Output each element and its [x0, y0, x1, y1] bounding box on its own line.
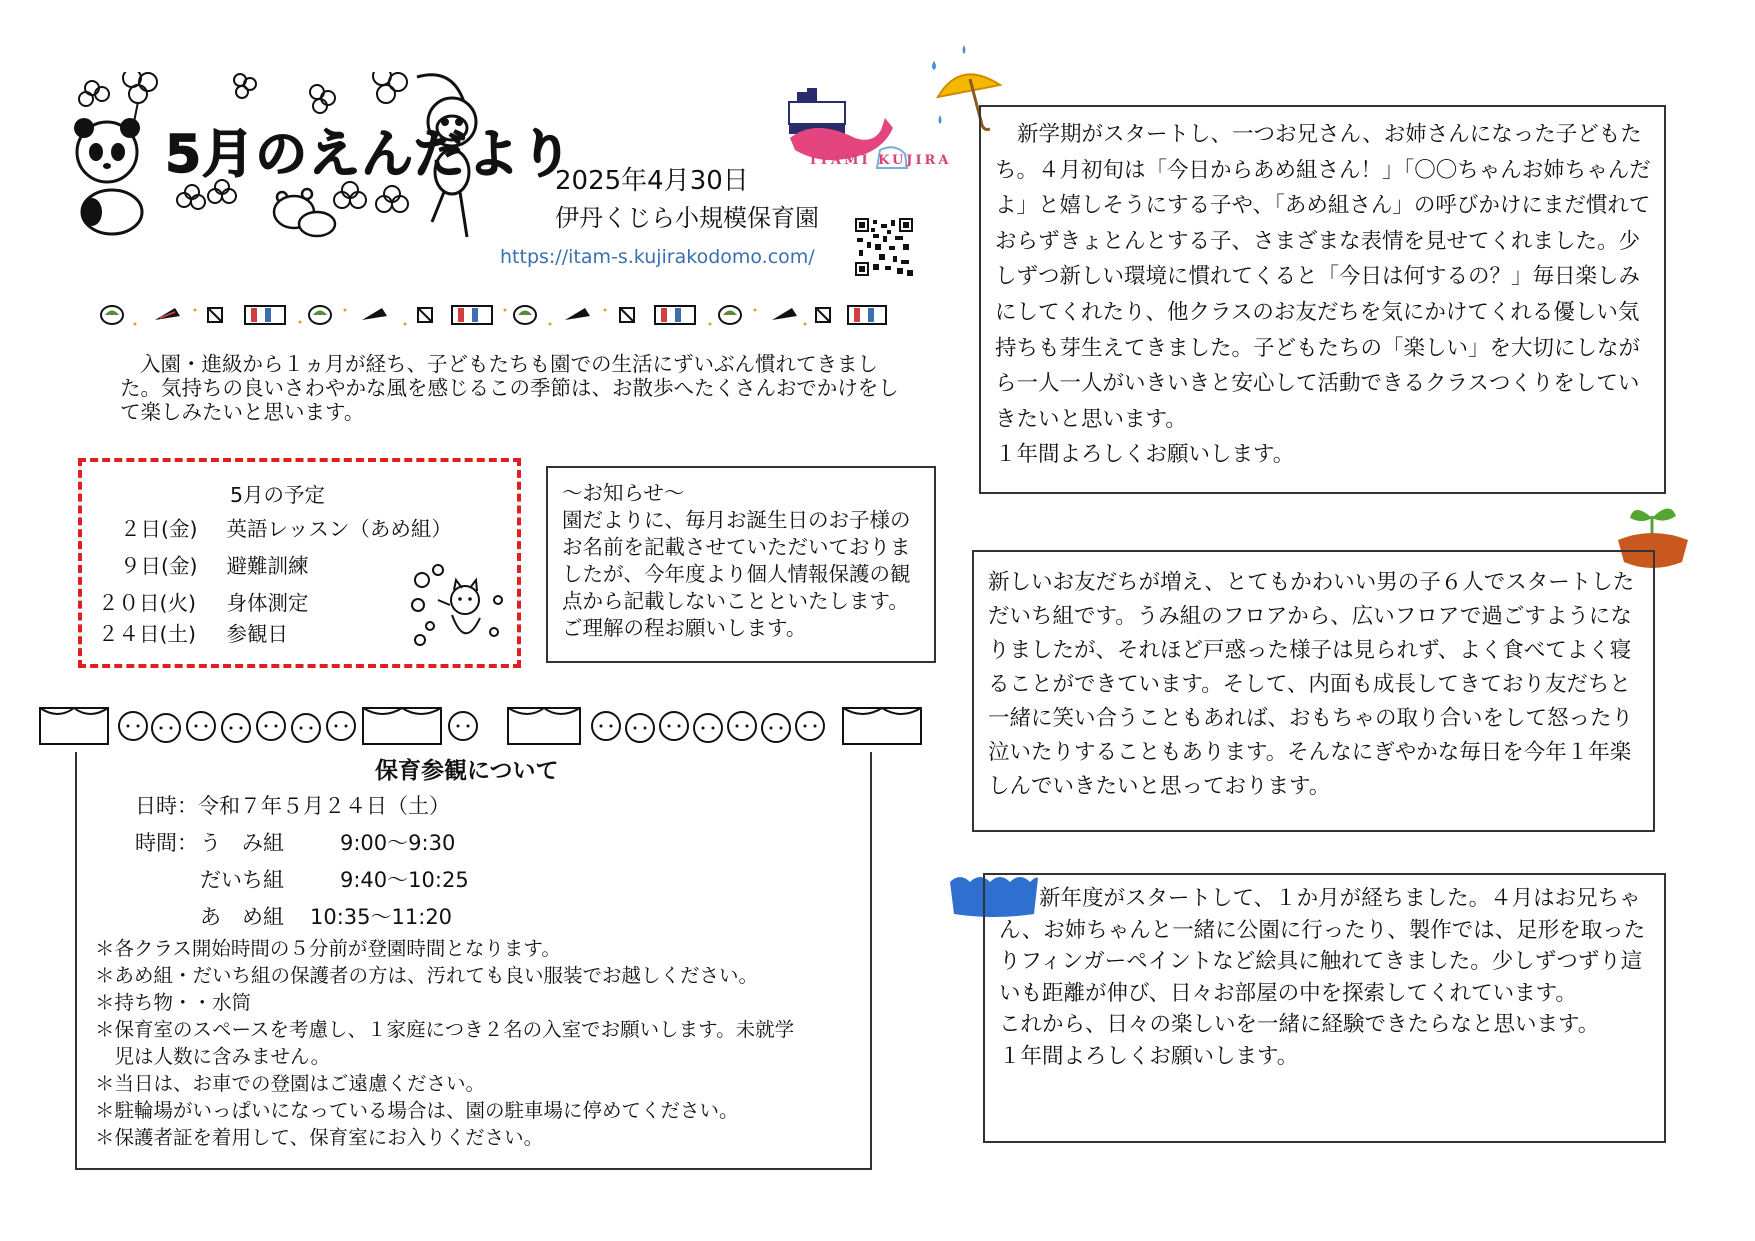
- website-link[interactable]: https://itam-s.kujirakodomo.com/: [500, 246, 815, 268]
- observation-note: 児は人数に含みません。: [95, 1045, 331, 1068]
- pinwheel-icon: [208, 308, 222, 322]
- observation-time-row: [200, 901, 452, 931]
- kabuto-icon: [719, 306, 741, 324]
- issue-date: 2025年4月30日: [555, 166, 749, 196]
- kabuto-icon: [309, 306, 331, 324]
- pinwheel-icon: [620, 308, 634, 322]
- class-name: だいち組: [200, 868, 284, 892]
- umi-closing: １年間よろしくお願いします。: [999, 1043, 1299, 1069]
- kabuto-icon: [101, 306, 123, 324]
- schedule-item: [120, 512, 452, 542]
- date-value: 令和７年５月２４日（土）: [198, 794, 450, 818]
- kabuto-icon: [514, 306, 536, 324]
- observation-note: ＊当日は、お車での登園はご遠慮ください。: [95, 1072, 486, 1095]
- schedule-item: [98, 586, 309, 616]
- observation-note: ＊保護者証を着用して、保育室にお入りください。: [95, 1126, 544, 1149]
- children-faces-border: [38, 700, 928, 750]
- observation-note: ＊各クラス開始時間の５分前が登園時間となります。: [95, 937, 561, 960]
- pinwheel-icon: [418, 308, 432, 322]
- notice-title: ～お知らせ～: [562, 481, 685, 505]
- cat-bubbles-icon: [410, 560, 505, 655]
- ame-class-message: [979, 105, 1666, 494]
- umi-paragraph-2: これから、日々の楽しいを一緒に経験できたらなと思います。: [999, 1012, 1600, 1037]
- observation-title: 保育参観について: [375, 758, 559, 784]
- class-time: 9:40～10:25: [340, 868, 469, 892]
- schedule-event: 避難訓練: [226, 554, 309, 578]
- observation-note: ＊あめ組・だいち組の保護者の方は、汚れても良い服装でお越しください。: [95, 964, 759, 987]
- observation-note: ＊保育室のスペースを考慮し、１家庭につき２名の入室でお願いします。未就学: [95, 1018, 795, 1041]
- carp-streamer-icon: [848, 306, 886, 324]
- kodomo-no-hi-border: [100, 300, 890, 330]
- observation-time-row: [200, 864, 469, 894]
- carp-streamer-icon: [155, 308, 180, 320]
- schedule-event: 英語レッスン（あめ組）: [226, 517, 452, 541]
- observation-time-row: [135, 827, 455, 857]
- class-name: あ め組: [200, 905, 284, 929]
- intro-paragraph: 入園・進級から１ヵ月が経ち、子どもたちも園での生活にずいぶん慣れてきました。気持ちの良いさわやかな風を感じるこの季節は、お散歩へたくさんおでかけをして楽しみたいと思います。: [120, 352, 899, 424]
- schedule-item: [98, 617, 288, 647]
- ame-paragraph: 新学期がスタートし、一つお兄さん、お姉さんになった子どもたち。４月初旬は「今日からあめ組さん！」「〇〇ちゃんお姉ちゃんだよ」と嬉しそうにする子や、「あめ組さん」の呼びかけにまだ慣れておらずきょとんとする子、さまざまな表情を見せてくれました。少しずつ新しい環境に慣れてくると「今日は何するの？」毎日楽しみにしてくれたり、他クラスのお友だちを気にかけてくれる優しい気持ちも芽生えてきました。子どもたちの「楽しい」を大切にしながら一人一人がいきいきと安心して活動できるクラスつくりをしていきたいと思います。: [995, 122, 1651, 432]
- schedule-event: 身体測定: [226, 591, 309, 615]
- schedule-date: ９日(金): [120, 554, 198, 578]
- qr-code-icon[interactable]: [855, 217, 913, 277]
- mouse-icon: [274, 189, 335, 236]
- daichi-class-message: [972, 550, 1655, 832]
- ame-closing: １年間よろしくお願いします。: [995, 442, 1295, 468]
- carp-streamer-icon: [362, 308, 387, 320]
- umi-paragraph: 新年度がスタートして、１か月が経ちました。４月はお兄ちゃん、お姉ちゃんと一緒に公園に行ったり、製作では、足形を取ったりフィンガーペイントなど絵具に触れてきました。少しずつずり這いも距離が伸び、日々お部屋の中を探索してくれています。: [999, 886, 1646, 1006]
- pinwheel-icon: [816, 308, 830, 322]
- logo-text: ITAMI KUJIRA: [810, 153, 952, 168]
- umi-class-message: [983, 873, 1666, 1143]
- newsletter-title: 5月のえんだより: [165, 125, 574, 185]
- carp-streamer-icon: [565, 308, 590, 320]
- schedule-title: 5月の予定: [230, 483, 326, 507]
- carp-streamer-icon: [655, 306, 695, 324]
- date-label: 日時：: [135, 794, 198, 818]
- carp-streamer-icon: [245, 306, 285, 324]
- whale-logo-icon: [785, 88, 910, 188]
- observation-note: ＊駐輪場がいっぱいになっている場合は、園の駐車場に停めてください。: [95, 1099, 739, 1122]
- schedule-date: ２４日(土): [98, 622, 196, 646]
- carp-streamer-icon: [772, 308, 797, 320]
- school-name: 伊丹くじら小規模保育園: [555, 204, 819, 232]
- class-time: 9:00～9:30: [340, 831, 456, 855]
- time-label: 時間：: [135, 831, 198, 855]
- daichi-paragraph: 新しいお友だちが増え、とてもかわいい男の子６人でスタートしただいち組です。うみ組のフロアから、広いフロアで過ごすようになりましたが、それほど戸惑った様子は見られず、よく食べてよく寝ることができています。そして、内面も成長してきており友だちと一緒に笑い合うこともあれば、おもちゃの取り合いをして怒ったり泣いたりすることもあります。そんなにぎやかな毎日を今年１年楽しんでいきたいと思っております。: [988, 570, 1635, 799]
- observation-note: ＊持ち物・・水筒: [95, 991, 252, 1014]
- schedule-item: [120, 549, 309, 579]
- schedule-date: ２日(金): [120, 517, 198, 541]
- class-name: う み組: [200, 831, 284, 855]
- carp-streamer-icon: [452, 306, 492, 324]
- class-time: 10:35～11:20: [310, 905, 453, 929]
- panda-icon: [74, 118, 142, 234]
- observation-date-row: [135, 790, 450, 820]
- notice-box: [546, 466, 936, 663]
- notice-body: 園だよりに、毎月お誕生日のお子様のお名前を記載させていただいておりましたが、今年度より個人情報保護の観点から記載しないことといたします。ご理解の程お願いします。: [562, 508, 911, 640]
- schedule-date: ２０日(火): [98, 591, 196, 615]
- schedule-event: 参観日: [226, 622, 289, 646]
